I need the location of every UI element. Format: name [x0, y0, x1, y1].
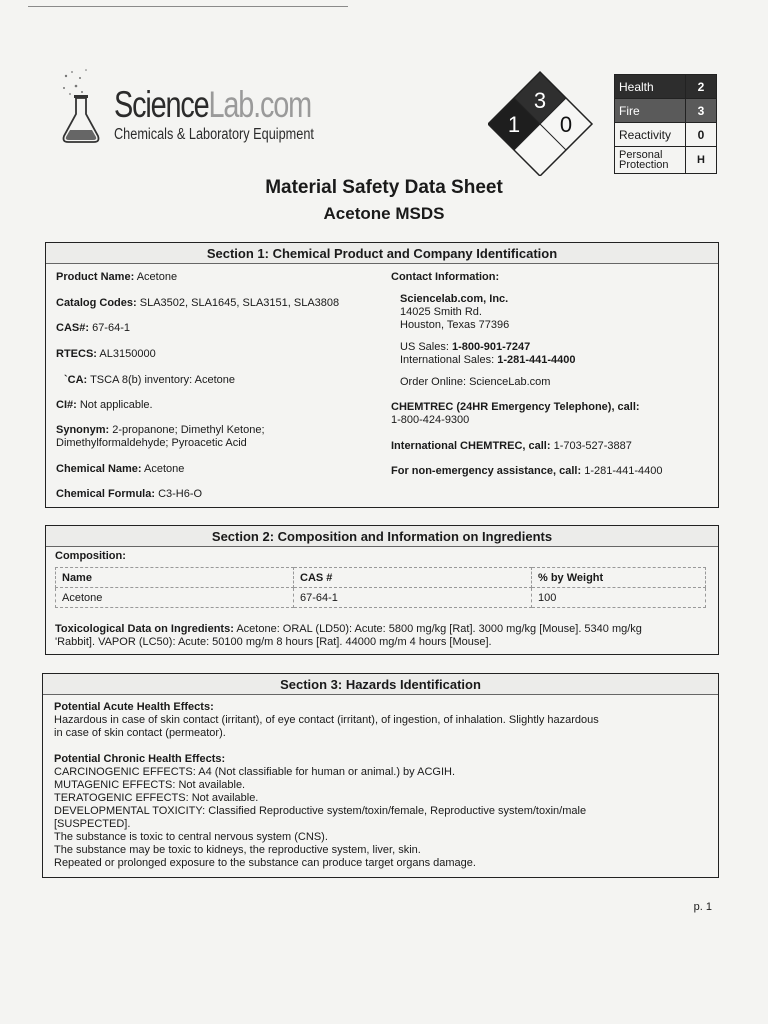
section-1-header: Section 1: Chemical Product and Company Identification [46, 243, 718, 264]
section-3-header: Section 3: Hazards Identification [43, 674, 718, 695]
intl-chemtrec: International CHEMTREC, call: 1-703-527-3887 [391, 440, 632, 452]
nfpa-flammability: 1 [507, 112, 521, 137]
personal-protection-label: Personal Protection [615, 147, 686, 174]
table-row [56, 588, 706, 608]
table-header-row [56, 568, 706, 588]
sales-block: US Sales: 1-800-901-7247 International Sales: 1-281-441-4400 [400, 341, 576, 366]
col-name: Name [56, 568, 294, 588]
logo-tagline: Chemicals & Laboratory Equipment [114, 126, 314, 143]
col-cas: CAS # [294, 568, 532, 588]
personal-protection-value: H [686, 147, 717, 174]
col-weight: % by Weight [532, 568, 706, 588]
page-number: p. 1 [693, 901, 712, 913]
cell-name: Acetone [56, 588, 294, 608]
nfpa-health: 3 [533, 88, 547, 113]
toxicological-data: Toxicological Data on Ingredients: Acetone: ORAL (LD50): Acute: 5800 mg/kg [Rat]. 3000 mg/kg [Mouse]. 5340 mg/kg 'Rabbit]. VAPOR (LC50): Acute: 50100 mg/m 8 hours [Rat]. 44000 mg/m 4 hours [Mouse]. [55, 623, 642, 648]
hazard-rating-table [614, 74, 717, 174]
contact-label: Contact Information: [391, 271, 500, 283]
reactivity-label: Reactivity [615, 123, 686, 147]
ci-number: CI#: Not applicable. [56, 399, 153, 411]
acute-effects: Potential Acute Health Effects: Hazardous in case of skin contact (irritant), of eye contact (irritant), of ingestion, of inhalation. Slightly hazardous in case of skin contact (permeator). [54, 701, 599, 739]
nfpa-reactivity: 0 [559, 112, 573, 137]
top-rule [28, 6, 348, 7]
chronic-effects: Potential Chronic Health Effects: CARCINOGENIC EFFECTS: A4 (Not classifiable for human or animal.) by ACGIH. MUTAGENIC EFFECTS: Not available. TERATOGENIC EFFECTS: Not available. DEVELOPMENTAL TOXICITY: Classified Reproductive system/toxin/female, Reproductive system/toxin/male [SUSPECTED]. The substance is toxic to central nervous system (CNS). The substance may be toxic to kidneys, the reproductive system, liver, skin. Repeated or prolonged exposure to the substance can produce target organs damage. [54, 753, 587, 869]
composition-table [55, 567, 706, 608]
product-name: Product Name: Acetone [56, 271, 178, 283]
non-emergency: For non-emergency assistance, call: 1-281-441-4400 [391, 465, 663, 477]
tsca: `CA: TSCA 8(b) inventory: Acetone [64, 374, 235, 386]
chemical-formula: Chemical Formula: C3-H6-O [56, 488, 203, 500]
order-online: Order Online: ScienceLab.com [400, 376, 551, 388]
nfpa-diamond [488, 70, 608, 176]
health-value: 2 [686, 75, 717, 99]
reactivity-value: 0 [686, 123, 717, 147]
cas-number: CAS#: 67-64-1 [56, 322, 130, 334]
chemtrec-block: CHEMTREC (24HR Emergency Telephone), call: 1-800-424-9300 [391, 401, 640, 426]
rtecs: RTECS: AL3150000 [56, 348, 156, 360]
synonym: Synonym: 2-propanone; Dimethyl Ketone; Dimethylformaldehyde; Pyroacetic Acid [56, 424, 265, 449]
page-subtitle: Acetone MSDS [323, 204, 445, 223]
fire-label: Fire [615, 99, 686, 123]
section-2-header: Section 2: Composition and Information on Ingredients [46, 526, 718, 547]
fire-value: 3 [686, 99, 717, 123]
cell-weight: 100 [532, 588, 706, 608]
chemical-name: Chemical Name: Acetone [56, 463, 185, 475]
health-label: Health [615, 75, 686, 99]
page-title: Material Safety Data Sheet [265, 177, 503, 198]
company-block: Sciencelab.com, Inc. 14025 Smith Rd. Houston, Texas 77396 [400, 293, 510, 331]
composition-label: Composition: [55, 550, 126, 562]
cell-cas: 67-64-1 [294, 588, 532, 608]
catalog-codes: Catalog Codes: SLA3502, SLA1645, SLA3151, SLA3808 [56, 297, 340, 309]
flask-icon [58, 66, 108, 146]
logo-wordmark: ScienceLab.com [114, 84, 311, 125]
